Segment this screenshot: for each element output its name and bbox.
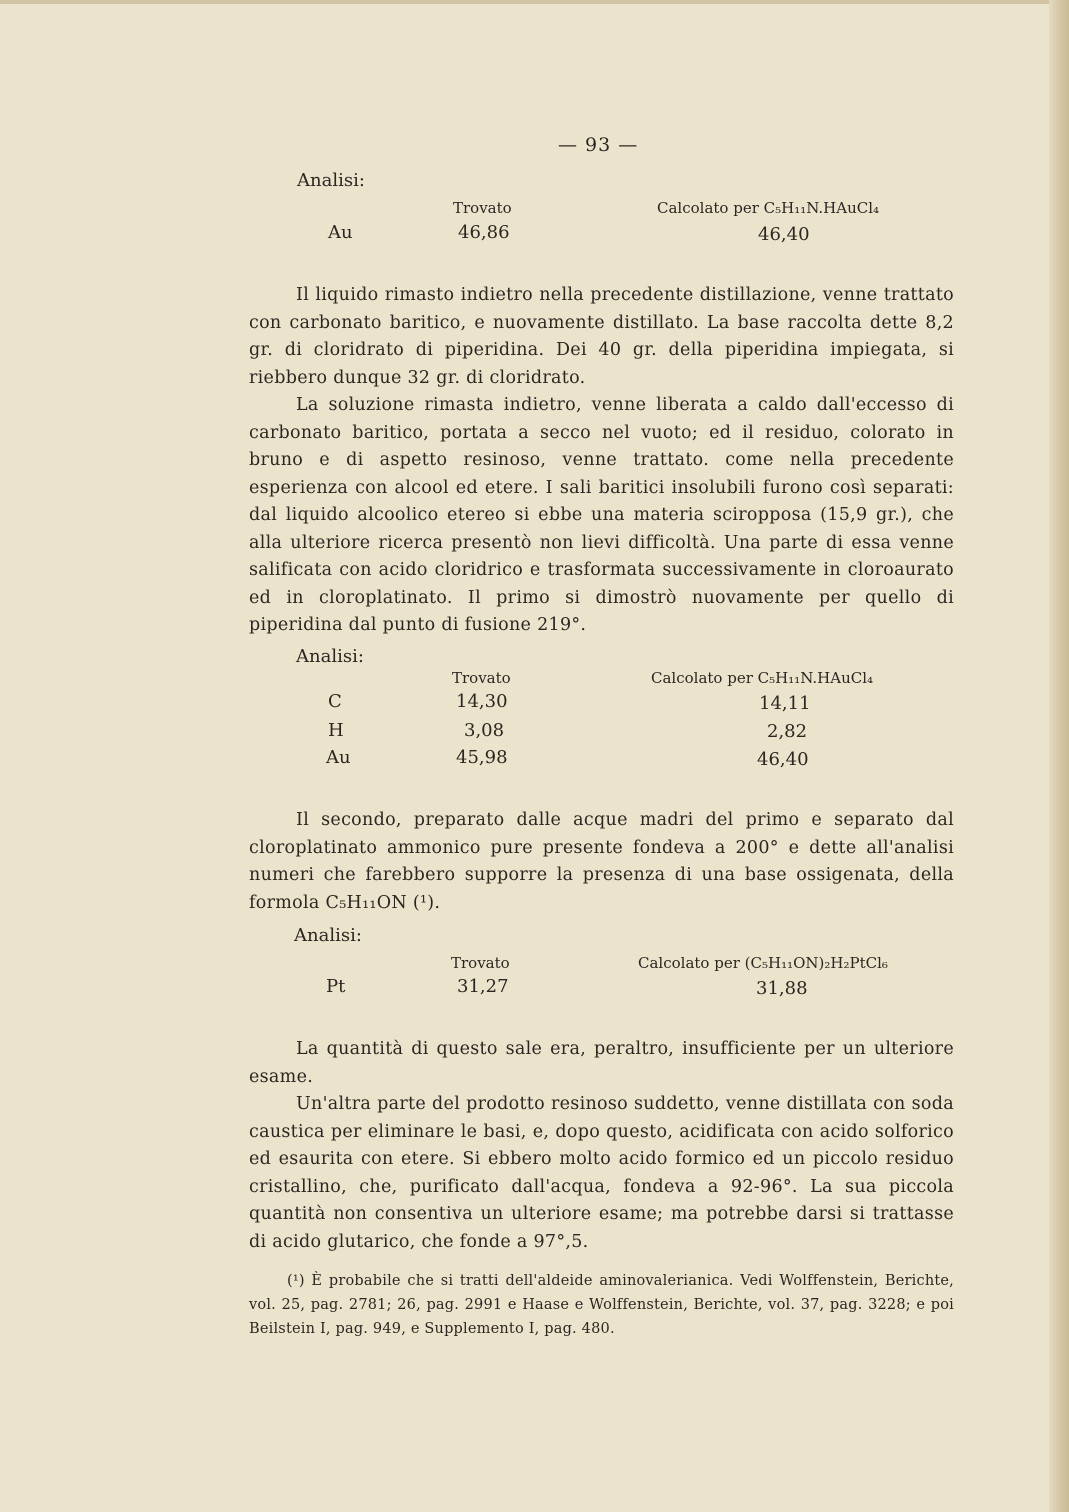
analysis-3-calc-header: Calcolato per (C₅H₁₁ON)₂H₂PtCl₆ bbox=[638, 954, 888, 972]
paragraph: Il liquido rimasto indietro nella precedente distillazione, venne trattato con carbonato baritico, e nuovamente distillato. La base raccolta dette 8,2 gr. di cloridrato di piperidina. Dei 40 gr. della piperidina impiegata, si riebbero dunque 32 gr. di cloridrato. bbox=[249, 285, 954, 388]
paragraph: Il secondo, preparato dalle acque madri del primo e separato dal cloroplatinato ammonico pure presente fondeva a 200° e dette all'analisi numeri che farebbero supporre la presenza di una base ossigenata, della formola C₅H₁₁ON (¹). bbox=[249, 810, 954, 913]
analysis-2-heading: Analisi: bbox=[296, 646, 364, 667]
page-edge-shadow bbox=[1049, 0, 1069, 1512]
analysis-2-calc-value: 46,40 bbox=[757, 749, 809, 770]
body-text-block-3 bbox=[249, 1036, 954, 1256]
analysis-3-found-value: 31,27 bbox=[457, 976, 509, 997]
paragraph: Un'altra parte del prodotto resinoso suddetto, venne distillata con soda caustica per eliminare le basi, e, dopo questo, acidificata con acido solforico ed esaurita con etere. Si ebbero molto acido formico ed un piccolo residuo cristallino, che, purificato dall'acqua, fondeva a 92-96°. La sua piccola quantità non consentiva un ulteriore esame; ma potrebbe darsi si trattasse di acido glutarico, che fonde a 97°,5. bbox=[249, 1094, 954, 1252]
analysis-2-found-value: 14,30 bbox=[456, 691, 508, 712]
paragraph: La quantità di questo sale era, peraltro, insufficiente per un ulteriore esame. bbox=[249, 1039, 954, 1087]
analysis-3-heading: Analisi: bbox=[294, 925, 362, 946]
analysis-3-found-header: Trovato bbox=[451, 954, 510, 972]
analysis-3-element: Pt bbox=[326, 976, 346, 997]
page-top-edge bbox=[0, 0, 1069, 4]
analysis-2-element: Au bbox=[326, 747, 351, 768]
body-text-block-2 bbox=[249, 807, 954, 917]
paragraph: La soluzione rimasta indietro, venne liberata a caldo dall'eccesso di carbonato baritico, portata a secco nel vuoto; ed il residuo, colorato in bruno e di aspetto resinoso, venne trattato. come nella precedente esperienza con alcool ed etere. I sali baritici insolubili furono così separati: dal liquido alcoolico etereo si ebbe una materia sciropposa (15,9 gr.), che alla ulteriore ricerca presentò non lievi difficoltà. Una parte di essa venne salificata con acido cloridrico e trasformata successivamente in cloroaurato ed in cloroplatinato. Il primo si dimostrò nuovamente per quello di piperidina dal punto di fusione 219°. bbox=[249, 395, 954, 635]
analysis-2-found-header: Trovato bbox=[452, 669, 511, 687]
analysis-1-calc-header: Calcolato per C₅H₁₁N.HAuCl₄ bbox=[657, 199, 880, 217]
analysis-2-element: H bbox=[328, 720, 344, 741]
analysis-2-calc-value: 2,82 bbox=[767, 721, 808, 742]
analysis-2-calc-value: 14,11 bbox=[759, 693, 811, 714]
analysis-1-calc-value: 46,40 bbox=[758, 224, 810, 245]
analysis-2-element: C bbox=[328, 691, 342, 712]
analysis-2-found-value: 3,08 bbox=[464, 720, 505, 741]
analysis-1-found-value: 46,86 bbox=[458, 222, 510, 243]
analysis-1-found-header: Trovato bbox=[453, 199, 512, 217]
analysis-1-element: Au bbox=[328, 222, 353, 243]
body-text-block-1 bbox=[249, 282, 954, 640]
analysis-1-heading: Analisi: bbox=[297, 170, 365, 191]
analysis-2-calc-header: Calcolato per C₅H₁₁N.HAuCl₄ bbox=[651, 669, 874, 687]
footnote: (¹) È probabile che si tratti dell'aldeide aminovalerianica. Vedi Wolffenstein, Berichte, vol. 25, pag. 2781; 26, pag. 2991 e Haase e Wolffenstein, Berichte, vol. 37, pag. 3228; e poi Beilstein I, pag. 949, e Supplemento I, pag. 480. bbox=[249, 1273, 954, 1337]
page-number: — 93 — bbox=[558, 134, 639, 156]
footnote-block bbox=[249, 1269, 954, 1341]
analysis-3-calc-value: 31,88 bbox=[756, 978, 808, 999]
analysis-2-found-value: 45,98 bbox=[456, 747, 508, 768]
